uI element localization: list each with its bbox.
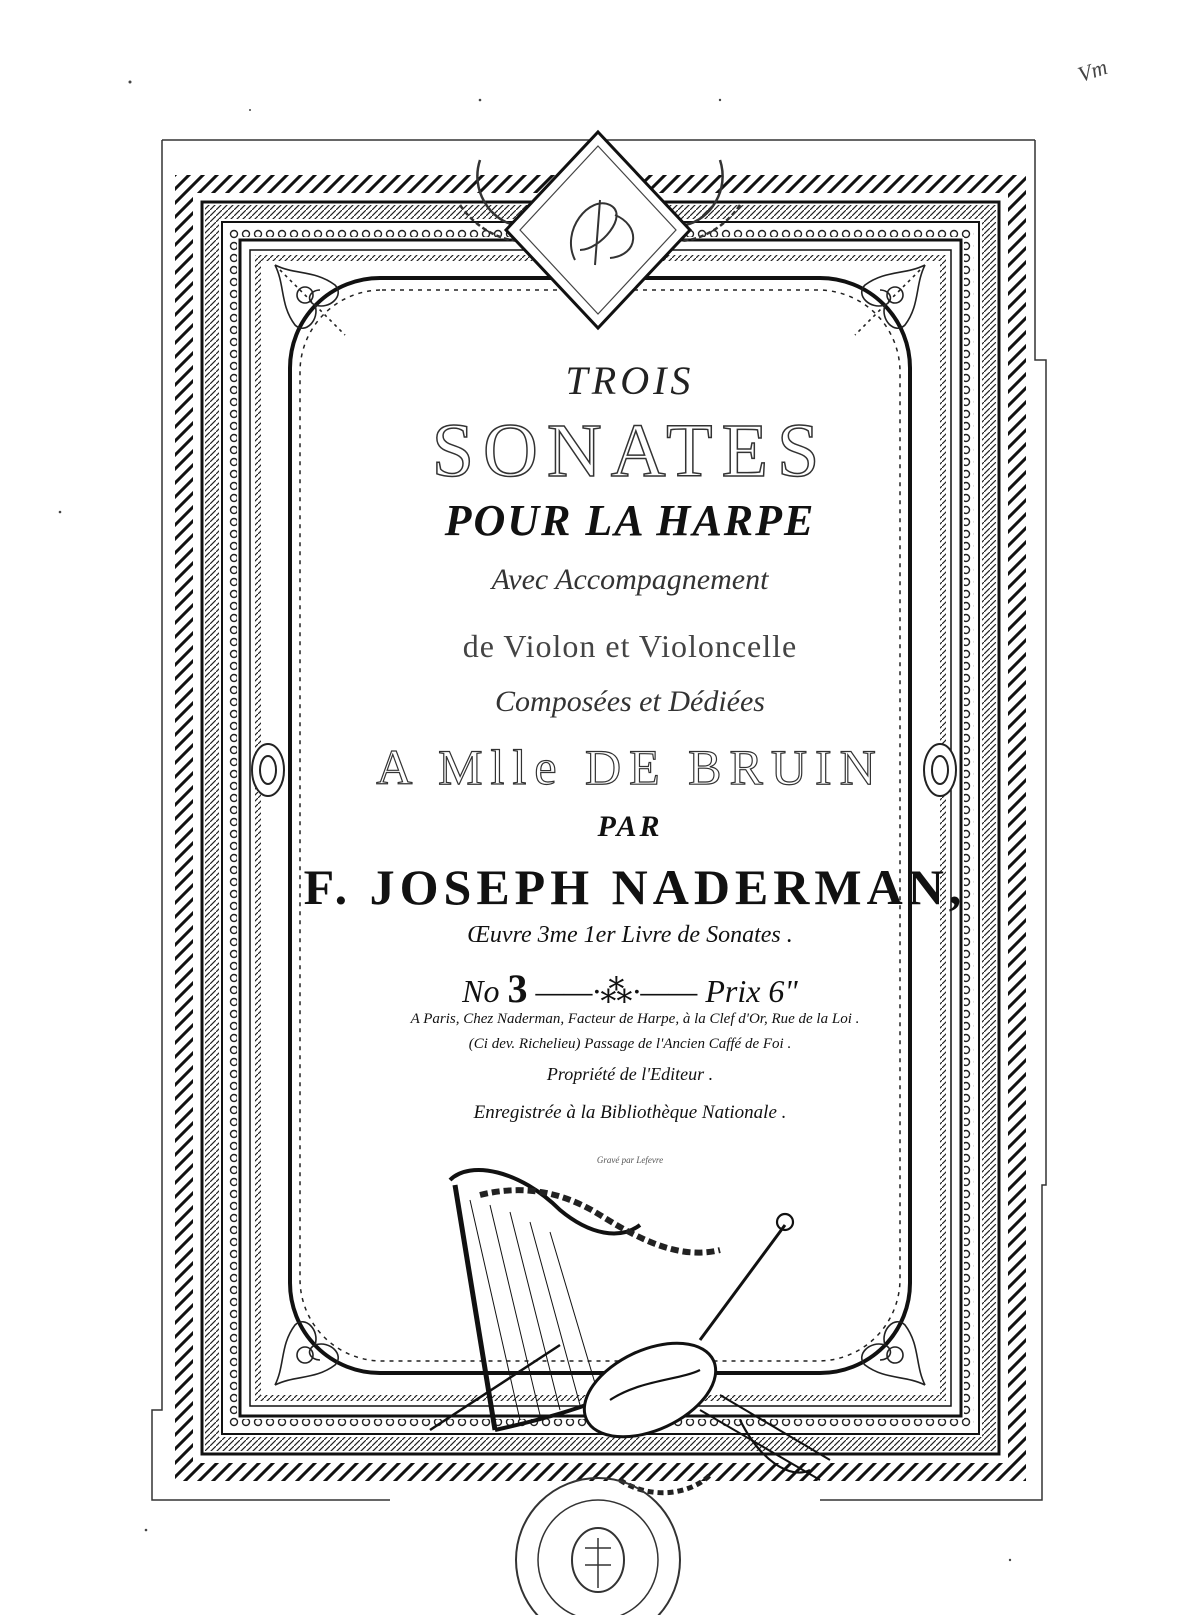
property-notice: Propriété de l'Editeur .	[546, 1064, 714, 1084]
dedicatee-line: A Mlle DE BRUIN	[376, 739, 884, 795]
composed-dedicated-line: Composées et Dédiées	[495, 685, 765, 718]
number-divider: ——·⁂·——	[535, 973, 698, 1009]
publisher-address: A Paris, Chez Naderman, Facteur de Harpe, à la Clef d'Or, Rue de la Loi .	[410, 1011, 860, 1027]
engraver-credit: Gravé par Lefevre	[596, 1155, 664, 1165]
composer-name: F. JOSEPH NADERMAN,	[303, 859, 967, 915]
price-text: Prix 6"	[705, 973, 798, 1009]
number-price-line	[300, 965, 960, 1012]
par-line: PAR	[597, 810, 663, 843]
corner-shelfmark: Vm	[1074, 54, 1111, 87]
title-pour-la-harpe: POUR LA HARPE	[444, 496, 816, 545]
subtitle-accompaniment: Avec Accompagnement	[491, 563, 769, 596]
registration-notice: Enregistrée à la Bibliothèque Nationale .	[473, 1102, 787, 1123]
opus-line: Œuvre 3me 1er Livre de Sonates .	[467, 922, 793, 948]
library-stamp-icon	[516, 1478, 680, 1615]
number-label: No	[462, 973, 500, 1009]
instruments-line: de Violon et Violoncelle	[462, 628, 798, 664]
publisher-address-2: (Ci dev. Richelieu) Passage de l'Ancien Caffé de Foi .	[468, 1036, 792, 1052]
title-trois: TROIS	[565, 358, 695, 403]
number-value: 3	[507, 966, 528, 1011]
title-sonates: SONATES	[431, 409, 829, 493]
